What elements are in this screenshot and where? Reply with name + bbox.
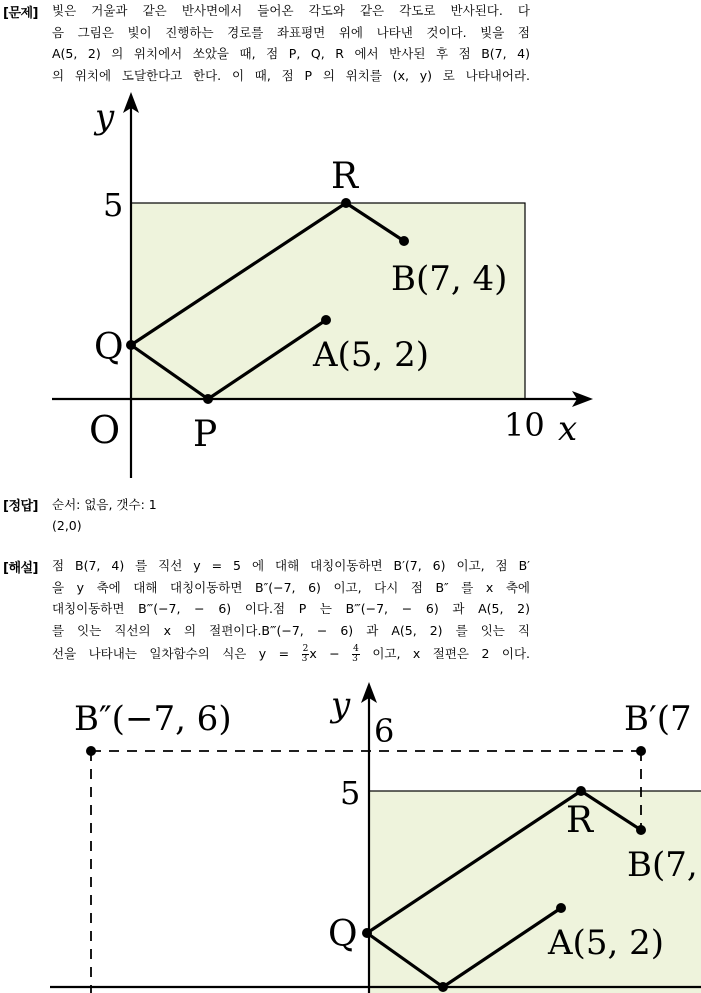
label-Bpp: B″(−7, 6)	[74, 699, 232, 739]
fraction-denominator: 3	[301, 654, 308, 664]
point-R-dot-2	[576, 786, 586, 796]
label-A-2: A(5, 2)	[548, 923, 664, 963]
point-A-dot	[321, 315, 331, 325]
point-Bpp-dot	[86, 746, 96, 756]
point-Bp-dot	[636, 746, 646, 756]
fraction-numerator: 2	[302, 644, 309, 654]
point-A-dot-2	[556, 903, 566, 913]
tick-label-5: 5	[103, 186, 124, 224]
y-axis-label-2: y	[331, 685, 351, 725]
problem-line-1: 빛은 거울과 같은 반사면에서 들어온 각도와 같은 각도로 반사된다. 다	[52, 3, 530, 18]
answer-line-2: (2,0)	[52, 518, 82, 533]
label-B: B(7, 4)	[391, 259, 508, 299]
label-B-2: B(7,	[627, 845, 698, 885]
point-Q-dot-2	[362, 928, 372, 938]
answer-line-1: 순서: 없음, 갯수: 1	[52, 497, 157, 512]
solution-line-1: 점 B(7, 4) 를 직선 y = 5 에 대해 대칭이동하면 B′(7, 6) 이고, 점 B′	[52, 558, 530, 573]
solution-line-2: 을 y 축에 대해 대칭이동하면 B″(−7, 6) 이고, 다시 점 B″ 를 x 축에	[52, 579, 530, 595]
solution-text	[52, 555, 530, 667]
point-R-dot	[341, 198, 351, 208]
solution-line-3: 대칭이동하면 B‴(−7, − 6) 이다.점 P 는 B‴(−7, − 6) 과 A(5, 2)	[52, 601, 530, 616]
problem-line-3: A(5, 2) 의 위치에서 쏘았을 때, 점 P, Q, R 에서 반사된 후 점 B(7, 4)	[52, 46, 530, 61]
solution-tag: [해설]	[3, 561, 38, 576]
answer-tag: [정답]	[3, 499, 38, 514]
label-Q: Q	[94, 327, 124, 368]
fraction-numerator: 4	[353, 644, 359, 654]
point-B-dot-2	[636, 825, 646, 835]
origin-label: O	[89, 408, 121, 452]
y-axis-label: y	[95, 97, 115, 137]
figure-1-graph	[0, 88, 701, 488]
point-P-dot-2	[438, 982, 448, 992]
problem-tag: [문제]	[3, 6, 38, 21]
tick-label-10: 10	[504, 406, 545, 444]
tick-label-5-2: 5	[340, 774, 361, 812]
label-R-2: R	[566, 800, 594, 841]
problem-text	[52, 0, 530, 86]
equation-middle: x −	[309, 646, 353, 661]
label-P: P	[193, 414, 218, 455]
equation-suffix: 이고, x 절편은 2 이다.	[359, 646, 530, 661]
label-Bp: B′(7	[624, 699, 692, 739]
label-R: R	[331, 156, 359, 197]
figure-2-graph	[0, 680, 701, 993]
problem-line-2: 음 그림은 빛이 진행하는 경로를 좌표평면 위에 나타낸 것이다. 빛을 점	[52, 24, 530, 40]
point-B-dot	[399, 236, 409, 246]
point-Q-dot	[126, 340, 136, 350]
solution-line-5	[52, 641, 530, 667]
tick-label-6: 6	[374, 712, 395, 750]
x-axis-label: x	[558, 409, 578, 449]
problem-line-4: 의 위치에 도달한다고 한다. 이 때, 점 P 의 위치를 (x, y) 로 나타내어라.	[52, 67, 530, 83]
fraction-denominator: 3	[352, 654, 358, 664]
fraction-four-thirds	[352, 645, 360, 664]
label-Q-2: Q	[328, 914, 358, 955]
label-A: A(5, 2)	[313, 335, 429, 375]
point-P-dot	[203, 394, 213, 404]
equation-prefix: 선을 나타내는 일차함수의 식은 y =	[52, 646, 302, 661]
solution-line-4: 를 잇는 직선의 x 의 절편이다.B‴(−7, − 6) 과 A(5, 2) 를 잇는 직	[52, 622, 530, 638]
